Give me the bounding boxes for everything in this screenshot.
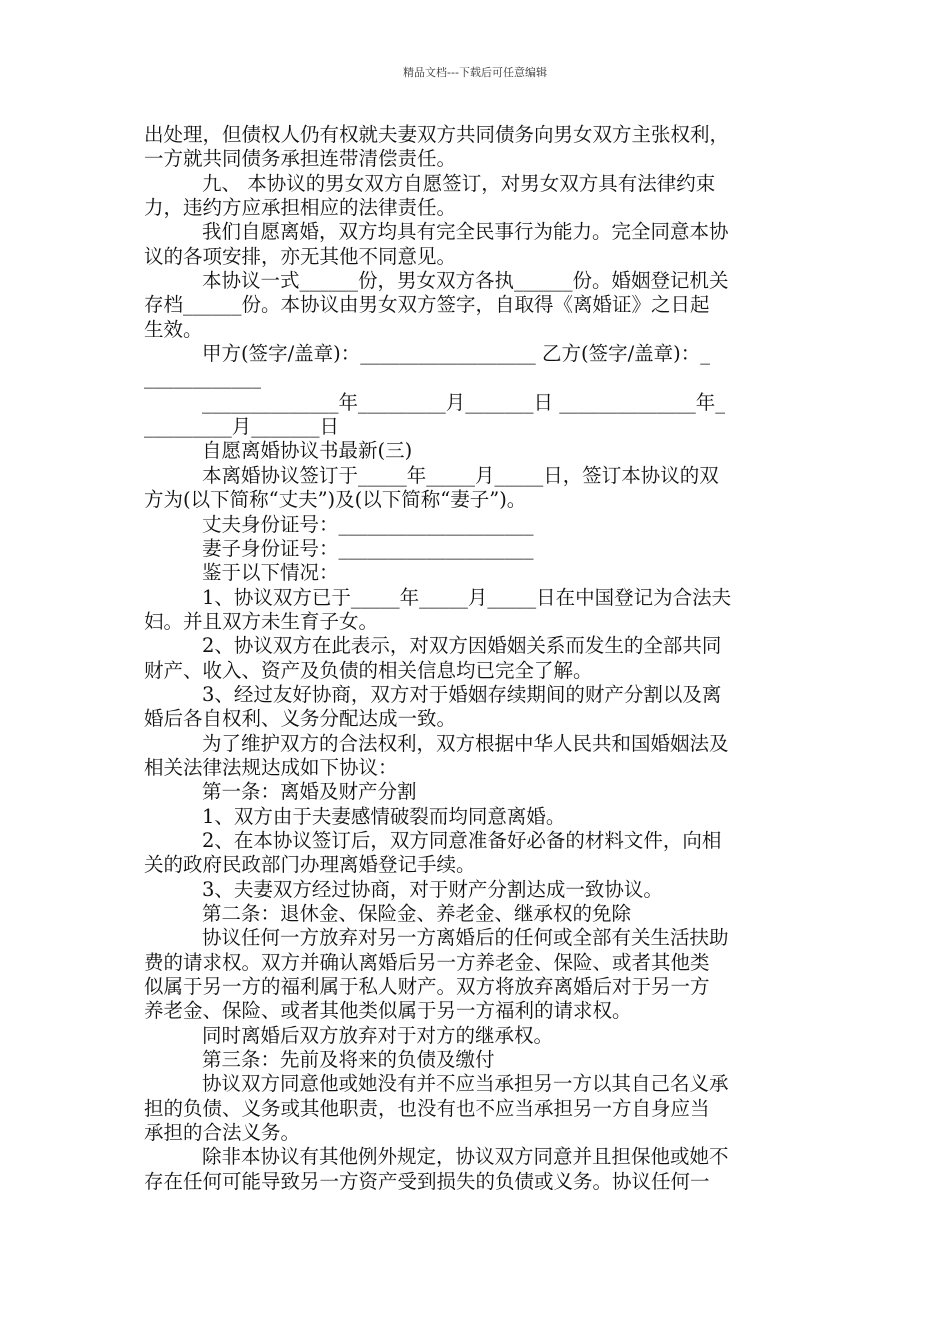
page-header: 精品文档---下载后可任意编辑 bbox=[403, 66, 547, 79]
text-line: 第二条：退休金、保险金、养老金、继承权的免除 bbox=[202, 902, 632, 925]
text-line: 1、协议双方已于_____年_____月_____日在中国登记为合法夫 bbox=[202, 585, 732, 609]
text-line: 费的请求权。双方并确认离婚后另一方养老金、保险、或者其他类 bbox=[144, 950, 710, 974]
text-line: 第一条：离婚及财产分割 bbox=[202, 780, 417, 804]
text-line: 妇。并且双方未生育子女。 bbox=[144, 609, 379, 633]
text-line: 关的政府民政部门办理离婚登记手续。 bbox=[144, 853, 476, 877]
text-line: 2、协议双方在此表示，对双方因婚姻关系而发生的全部共同 bbox=[202, 634, 722, 658]
text-line: 1、双方由于夫妻感情破裂而均同意离婚。 bbox=[202, 804, 566, 828]
document-body bbox=[144, 123, 808, 1194]
text-line: 甲方(签字/盖章)：__________________ 乙方(签字/盖章)：_ bbox=[202, 342, 711, 366]
text-line: 为了维护双方的合法权利，双方根据中华人民共和国婚姻法及 bbox=[202, 731, 729, 755]
text-line: 担的负债、义务或其他职责，也没有也不应当承担另一方自身应当 bbox=[144, 1096, 710, 1120]
text-line: 出处理，但债权人仍有权就夫妻双方共同债务向男女双方主张权利， bbox=[144, 123, 730, 146]
text-line: 财产、收入、资产及负债的相关信息均已完全了解。 bbox=[144, 658, 593, 682]
text-line: 3、夫妻双方经过协商，对于财产分割达成一致协议。 bbox=[202, 877, 663, 901]
text-line: ______________年_________月_______日 ______________年_ bbox=[202, 390, 725, 414]
text-line: 本离婚协议签订于_____年_____月_____日，签订本协议的双 bbox=[202, 463, 719, 487]
text-line: 2、在本协议签订后，双方同意准备好必备的材料文件，向相 bbox=[202, 828, 722, 852]
text-line: 相关法律法规达成如下协议： bbox=[144, 755, 398, 779]
text-line: ____________ bbox=[144, 366, 261, 390]
text-line: 自愿离婚协议书最新(三) bbox=[202, 439, 413, 463]
text-line: 存在任何可能导致另一方资产受到损失的负债或义务。协议任何一 bbox=[144, 1169, 710, 1193]
text-line: 存档______份。本协议由男女双方签字，自取得《离婚证》之日起 bbox=[144, 293, 710, 317]
text-line: 协议任何一方放弃对另一方离婚后的任何或全部有关生活扶助 bbox=[202, 926, 729, 950]
text-line: 丈夫身份证号：____________________ bbox=[202, 512, 534, 536]
text-line: 鉴于以下情况： bbox=[202, 561, 339, 585]
text-line: 议的各项安排，亦无其他不同意见。 bbox=[144, 244, 457, 268]
text-line: 方为(以下简称“丈夫”)及(以下简称“妻子”)。 bbox=[144, 488, 527, 512]
text-line: 生效。 bbox=[144, 317, 203, 341]
text-line: 本协议一式______份，男女双方各执______份。婚姻登记机关 bbox=[202, 269, 729, 293]
text-line: 除非本协议有其他例外规定，协议双方同意并且担保他或她不 bbox=[202, 1145, 729, 1169]
text-line: 似属于另一方的福利属于私人财产。双方将放弃离婚后对于另一方 bbox=[144, 975, 710, 999]
text-line: 婚后各自权利、义务分配达成一致。 bbox=[144, 707, 457, 731]
text-line: 3、经过友好协商，双方对于婚姻存续期间的财产分割以及离 bbox=[202, 682, 722, 706]
text-line: 承担的合法义务。 bbox=[144, 1121, 301, 1145]
text-line: 第三条：先前及将来的负债及缴付 bbox=[202, 1048, 495, 1072]
text-line: 一方就共同债务承担连带清偿责任。 bbox=[144, 147, 457, 171]
text-line: 我们自愿离婚，双方均具有完全民事行为能力。完全同意本协 bbox=[202, 220, 729, 244]
text-line: 协议双方同意他或她没有并不应当承担另一方以其自己名义承 bbox=[202, 1072, 729, 1096]
text-line: 妻子身份证号：____________________ bbox=[202, 536, 534, 560]
text-line: _________月_______日 bbox=[144, 415, 340, 439]
text-line: 同时离婚后双方放弃对于对方的继承权。 bbox=[202, 1023, 554, 1047]
text-line: 力，违约方应承担相应的法律责任。 bbox=[144, 196, 457, 220]
text-line: 九、 本协议的男女双方自愿签订，对男女双方具有法律约束 bbox=[202, 171, 716, 195]
text-line: 养老金、保险、或者其他类似属于另一方福利的请求权。 bbox=[144, 999, 632, 1023]
